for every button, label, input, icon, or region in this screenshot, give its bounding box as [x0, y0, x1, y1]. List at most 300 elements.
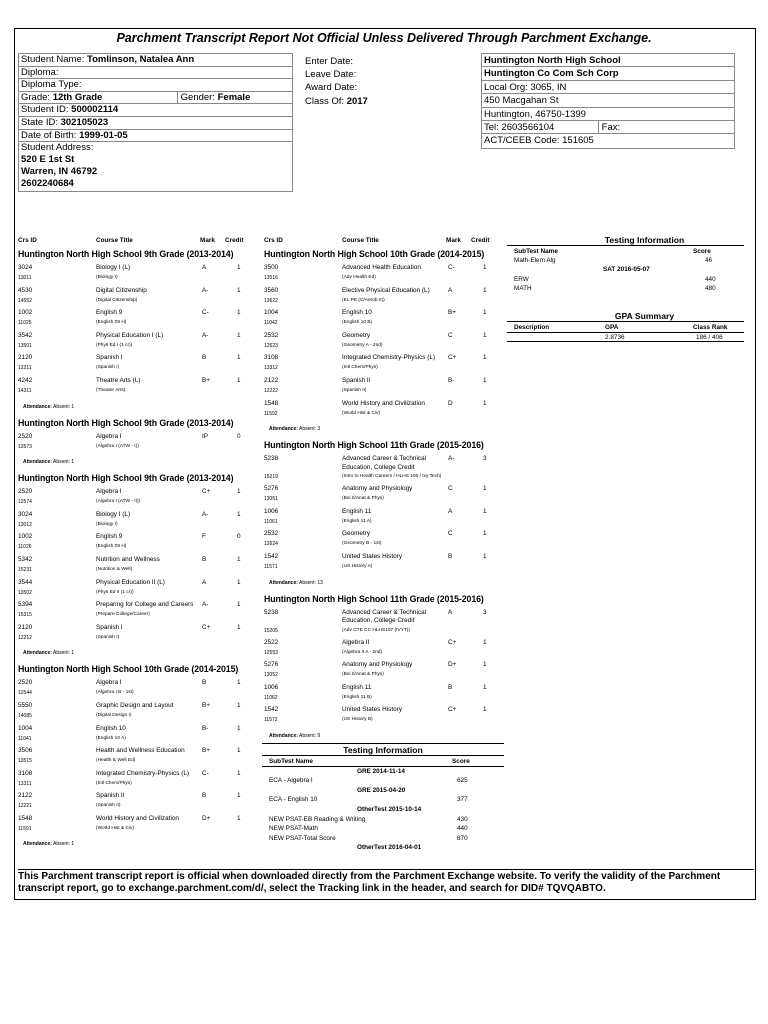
course-id: 2532	[264, 530, 279, 538]
course-row	[264, 684, 499, 707]
attendance-value: Absent: 1	[53, 403, 75, 410]
course-number: 13311	[18, 780, 32, 787]
student-id-row	[19, 104, 292, 117]
course-id: 1542	[264, 706, 279, 714]
attendance-value: Absent: 1	[53, 459, 75, 466]
course-id: 1006	[264, 507, 279, 515]
course-title: Algebra I	[96, 488, 122, 496]
course-credit: 1	[483, 507, 487, 515]
dob-row	[19, 130, 292, 143]
course-credit: 1	[483, 485, 487, 493]
course-number: 15231	[18, 566, 32, 573]
course-number: 14085	[18, 712, 32, 719]
course-credit: 3	[483, 455, 487, 463]
course-id: 3108	[18, 769, 33, 777]
subtest-header: SubTest Name	[514, 248, 558, 255]
course-row	[264, 455, 499, 485]
course-short-name: (Phys Ed II (1 cr))	[96, 589, 134, 595]
mark-header: Mark	[200, 237, 215, 244]
course-title: Spanish I	[96, 354, 123, 362]
course-title: Graphic Design and Layout	[96, 701, 174, 709]
course-id: 2520	[18, 488, 33, 496]
diploma-row: Diploma:	[19, 67, 292, 80]
course-credit: 1	[237, 724, 241, 732]
course-mark: B-	[448, 376, 455, 384]
course-short-name: (English 10 B)	[342, 320, 373, 326]
course-short-name: (Spanish I)	[96, 634, 120, 640]
course-mark: B-	[202, 724, 209, 732]
course-title: Geometry	[342, 331, 371, 339]
course-number: 11591	[18, 825, 32, 832]
course-id: 1002	[18, 533, 33, 541]
course-mark: C+	[448, 638, 457, 646]
subtest-name: Math-Elem Alg	[514, 256, 556, 264]
subtest-name: ECA - English 10	[269, 796, 318, 804]
course-title: Spanish II	[342, 376, 371, 384]
class-of-label: Class Of:	[305, 95, 345, 107]
course-credit: 1	[237, 601, 241, 609]
course-mark: B	[202, 555, 207, 563]
course-short-name: (World Hist & Civ)	[96, 825, 135, 831]
course-short-name: (Bio II/Anat & Phys)	[342, 672, 384, 678]
test-score-row	[262, 815, 504, 825]
course-number: 11025	[18, 320, 32, 327]
score-header: Score	[452, 758, 470, 765]
course-row	[18, 624, 253, 647]
attendance-line	[23, 650, 253, 656]
course-title: Algebra I	[96, 679, 122, 687]
course-mark: D+	[448, 661, 457, 669]
score-header: Score	[693, 248, 711, 255]
course-credit: 1	[237, 578, 241, 586]
gender-value: Female	[217, 91, 251, 103]
course-mark: A-	[202, 331, 209, 339]
course-short-name: (Geometry A - 2nd)	[342, 342, 383, 348]
school-info	[481, 53, 735, 149]
course-short-name: (English 09 H)	[96, 320, 127, 326]
course-short-name: (Digital Citizenship)	[96, 297, 138, 303]
school-name: Huntington North High School	[484, 55, 621, 66]
course-short-name: (EL PE (C/Aerob II))	[342, 297, 385, 303]
course-short-name: (Digital Design I)	[96, 712, 132, 718]
subtest-name: ECA - Algebra I	[269, 777, 313, 785]
course-number: 11041	[18, 735, 32, 742]
course-title: Spanish I	[96, 623, 123, 631]
course-short-name: (Nutrition & Well)	[96, 566, 133, 572]
attendance-value: Absent: 1	[53, 650, 75, 657]
course-mark: B	[448, 683, 453, 691]
course-number: 14552	[18, 297, 32, 304]
course-mark: A	[448, 608, 453, 616]
course-number: 13501	[18, 342, 32, 349]
test-date: GRE 2014-11-14	[357, 767, 405, 775]
course-title: Physical Education I (L)	[96, 331, 164, 339]
test-score-row	[262, 795, 504, 805]
course-credit: 1	[237, 701, 241, 709]
right-course-column	[264, 246, 499, 747]
course-id: 2122	[18, 792, 33, 800]
course-row	[18, 747, 253, 770]
testing-info-rows	[507, 256, 744, 294]
test-date-row	[262, 843, 504, 853]
gpa-header-label: GPA	[605, 323, 619, 331]
attendance-line	[23, 459, 253, 465]
course-row	[264, 706, 499, 729]
attendance-label: Attendance:	[269, 579, 298, 586]
course-title: Biology I (L)	[96, 264, 131, 271]
student-address	[19, 142, 292, 191]
course-number: 15315	[18, 612, 32, 619]
state-id: 302105023	[60, 116, 109, 128]
subtest-score: 440	[705, 275, 716, 283]
course-title-header: Course Title	[342, 237, 379, 244]
address-line-1: 520 E 1st St	[21, 154, 75, 166]
test-date-row	[262, 805, 504, 815]
course-mark: A	[448, 286, 453, 294]
course-credit: 1	[237, 488, 241, 496]
course-row	[264, 287, 499, 310]
course-number: 13502	[18, 589, 32, 596]
course-credit: 1	[483, 552, 487, 560]
subtest-header: SubTest Name	[269, 758, 313, 765]
attendance-line	[23, 841, 253, 847]
course-row	[264, 553, 499, 576]
course-credit: 1	[237, 555, 241, 563]
subtest-score: 480	[705, 285, 716, 293]
course-title: Spanish II	[96, 792, 125, 800]
leave-date: Leave Date:	[305, 69, 357, 81]
course-credit: 1	[237, 747, 241, 755]
course-number: 11062	[264, 694, 278, 701]
class-rank-header: Class Rank	[693, 323, 728, 331]
course-title: Anatomy and Physiology	[342, 485, 413, 493]
course-id: 3560	[264, 286, 279, 294]
course-row	[18, 770, 253, 793]
course-row	[18, 433, 253, 456]
student-info	[18, 53, 293, 192]
test-date-row	[507, 265, 744, 275]
course-id: 1004	[264, 309, 279, 317]
course-mark: A-	[202, 601, 209, 609]
course-mark: B	[202, 679, 207, 687]
course-number: 11571	[264, 563, 278, 570]
course-credit: 0	[237, 533, 241, 541]
course-number: 14311	[18, 387, 32, 394]
testing-info-header	[507, 246, 744, 256]
course-credit: 3	[483, 608, 487, 616]
course-short-name: (Spanish II)	[342, 387, 367, 393]
course-mark: C+	[202, 488, 211, 496]
course-title: English 10	[342, 309, 372, 317]
course-title-header: Course Title	[96, 237, 133, 244]
course-row	[18, 488, 253, 511]
course-id: 3542	[18, 331, 33, 339]
course-mark: A-	[202, 286, 209, 294]
course-mark: D	[448, 399, 453, 407]
mark-header: Mark	[446, 237, 461, 244]
course-credit: 1	[237, 814, 241, 822]
term-heading: Huntington North High School 9th Grade (2013-2014)	[18, 473, 234, 484]
course-title: World History and Civilization	[342, 399, 425, 407]
course-credit: 1	[483, 638, 487, 646]
enter-date: Enter Date:	[305, 56, 354, 67]
course-row	[264, 609, 499, 639]
course-title: Algebra II	[342, 638, 370, 646]
course-number: 12624	[264, 541, 278, 548]
course-credit: 1	[483, 683, 487, 691]
subtest-score: 430	[457, 815, 468, 823]
course-short-name: (Algebra I (ATW - I))	[96, 443, 139, 449]
student-name-label: Student Name:	[21, 54, 85, 65]
course-mark: C-	[202, 309, 209, 317]
course-row	[264, 332, 499, 355]
verification-notice: This Parchment transcript report is official when downloaded directly from the Parchment Exchange website. To verify the validity of the Parchment transcript report, go to exchange.parchment.com/d/, select the Tracking link in the header, and search for DID# TQVQABTO.	[18, 869, 754, 894]
course-mark: B	[202, 792, 207, 800]
school-fax: Fax:	[601, 121, 621, 133]
enrollment-dates	[305, 55, 368, 108]
course-credit: 1	[483, 264, 487, 271]
class-of	[305, 95, 368, 108]
course-title: Theatre Arts (L)	[96, 376, 141, 384]
course-credit: 1	[483, 530, 487, 538]
course-mark: B+	[202, 747, 210, 755]
course-short-name: (English 11 B)	[342, 694, 372, 700]
course-title: Advanced Career & Technical Education, College Credit	[342, 608, 427, 624]
course-id: 3506	[18, 747, 33, 755]
course-short-name: (Prepare College/Career)	[96, 612, 150, 618]
course-mark: C-	[202, 769, 209, 777]
course-title: Advanced Career & Technical Education, College Credit	[342, 455, 427, 471]
course-title: Algebra I	[96, 432, 122, 440]
course-mark: A	[448, 507, 453, 515]
school-contact	[482, 121, 734, 134]
term-heading: Huntington North High School 9th Grade (2013-2014)	[18, 417, 234, 428]
course-id: 3108	[264, 354, 279, 362]
student-id-label: Student ID:	[21, 104, 69, 116]
course-title: English 9	[96, 309, 123, 317]
attendance-label: Attendance:	[23, 403, 52, 410]
course-credit: 1	[237, 510, 241, 518]
course-row	[18, 511, 253, 534]
course-number: 12221	[18, 803, 32, 810]
course-short-name: (Intl Chem/Phys)	[96, 780, 132, 786]
course-row	[264, 508, 499, 531]
course-row	[18, 601, 253, 624]
course-credit: 1	[237, 792, 241, 800]
course-title: Anatomy and Physiology	[342, 661, 413, 669]
course-number: 13515	[18, 758, 32, 765]
left-course-column	[18, 246, 253, 855]
subtest-score: 440	[457, 825, 468, 833]
course-number: 12573	[18, 443, 32, 450]
course-number: 12553	[264, 649, 278, 656]
testing-info-panel-2	[262, 743, 504, 853]
course-id: 5394	[18, 601, 33, 609]
course-short-name: (Intro to Health Careers / HLHS 100 / Ivy Tech)	[342, 474, 442, 480]
course-mark: IP	[202, 432, 209, 440]
grade-label: Grade:	[21, 91, 51, 103]
course-number: 12574	[18, 499, 32, 506]
gpa-header	[507, 322, 744, 332]
attendance-line	[23, 404, 253, 410]
course-number: 11026	[18, 544, 32, 551]
test-score-row	[262, 776, 504, 786]
credit-header: Credit	[225, 237, 244, 244]
address-label: Student Address:	[21, 142, 94, 154]
test-score-row	[262, 824, 504, 834]
course-id: 3024	[18, 264, 33, 271]
school-city: Huntington, 46750-1399	[482, 108, 734, 121]
term-heading: Huntington North High School 9th Grade (2013-2014)	[18, 249, 234, 259]
course-id: 2122	[264, 376, 279, 384]
course-short-name: (Spanish II)	[96, 803, 121, 809]
course-number: 13011	[18, 275, 32, 281]
gender-label: Gender:	[180, 91, 215, 103]
subtest-score: 46	[705, 256, 713, 264]
course-mark: D+	[202, 814, 211, 822]
course-number: 15219	[264, 474, 278, 481]
course-credit: 1	[483, 354, 487, 362]
course-row	[264, 309, 499, 332]
diploma-type-row: Diploma Type:	[19, 79, 292, 92]
course-mark: B	[448, 552, 453, 560]
grade-value: 12th Grade	[52, 91, 103, 103]
course-id: 1002	[18, 309, 33, 317]
course-number: 11061	[264, 518, 278, 525]
course-title: Advanced Health Education	[342, 264, 421, 271]
course-number: 13051	[264, 496, 278, 503]
course-id: 4530	[18, 286, 33, 294]
course-mark: A	[202, 264, 207, 271]
test-date: OtherTest 2015-10-14	[357, 805, 422, 813]
course-short-name: (Adv CTE CC HLHS107 (IVYT))	[342, 627, 410, 633]
course-title: United States History	[342, 706, 403, 714]
course-mark: B+	[202, 701, 210, 709]
course-credit: 1	[483, 399, 487, 407]
course-id: 2120	[18, 623, 33, 631]
local-org: Local Org: 3065, IN	[482, 81, 734, 94]
course-number: 13052	[264, 672, 278, 679]
course-id: 3500	[264, 264, 279, 271]
course-id: 5238	[264, 608, 279, 616]
course-row	[18, 264, 253, 287]
course-row	[18, 533, 253, 556]
course-credit: 1	[237, 309, 241, 317]
attendance-value: Absent: 3	[299, 426, 321, 433]
student-name-row	[19, 54, 292, 67]
course-short-name: (Biology I)	[96, 275, 118, 280]
testing-info-title: Testing Information	[343, 745, 423, 755]
course-row	[18, 556, 253, 579]
subtest-score: 377	[457, 796, 468, 804]
course-row	[18, 332, 253, 355]
subtest-score: 870	[457, 834, 468, 842]
course-mark: A	[202, 578, 207, 586]
term-heading: Huntington North High School 11th Grade (2015-2016)	[264, 440, 484, 451]
course-number: 11592	[264, 410, 278, 417]
course-id: 5550	[18, 701, 33, 709]
course-id: 2522	[264, 638, 279, 646]
course-short-name: (English 11 A)	[342, 518, 372, 524]
course-row	[264, 661, 499, 684]
course-mark: C-	[448, 264, 455, 271]
school-corp: Huntington Co Com Sch Corp	[484, 68, 619, 80]
course-id: 4242	[18, 376, 33, 384]
test-date-row	[262, 767, 504, 777]
course-id: 1004	[18, 724, 33, 732]
term-heading: Huntington North High School 10th Grade (2014-2015)	[18, 664, 239, 675]
course-number: 12211	[18, 365, 32, 372]
course-id: 2532	[264, 331, 279, 339]
course-credit: 1	[483, 309, 487, 317]
testing-info-rows	[262, 767, 504, 853]
course-credit: 1	[483, 706, 487, 714]
course-row	[264, 264, 499, 287]
course-title: United States History	[342, 552, 403, 560]
course-short-name: (Theater Arts)	[96, 387, 126, 393]
course-title: English 10	[96, 724, 126, 732]
course-credit: 1	[237, 354, 241, 362]
crs-id-header: Crs ID	[264, 237, 283, 244]
course-row	[18, 702, 253, 725]
course-id: 5342	[18, 555, 33, 563]
course-short-name: (Health & Well Ed)	[96, 758, 136, 764]
course-mark: C+	[202, 623, 211, 631]
state-id-label: State ID:	[21, 116, 58, 128]
course-credit: 1	[237, 769, 241, 777]
course-short-name: (Spanish I)	[96, 365, 120, 371]
course-number: 12212	[18, 634, 32, 641]
attendance-value: Absent: 13	[299, 579, 323, 586]
class-of-value: 2017	[346, 95, 368, 107]
course-short-name: (Adv Health Ed)	[342, 275, 376, 280]
course-row	[264, 639, 499, 662]
course-number: 12222	[264, 387, 278, 394]
dob-label: Date of Birth:	[21, 129, 77, 141]
course-short-name: (Intl Chem/Phys)	[342, 365, 378, 371]
course-short-name: (US History B)	[342, 717, 373, 723]
course-number: 12544	[18, 690, 32, 697]
course-short-name: (Biology I)	[96, 521, 118, 527]
course-credit: 1	[237, 376, 241, 384]
course-mark: C+	[448, 706, 457, 714]
course-id: 5276	[264, 485, 279, 493]
course-number: 15205	[264, 627, 278, 634]
course-row	[18, 815, 253, 838]
subtest-name: NEW PSAT-Math	[269, 825, 318, 833]
gpa-row	[507, 332, 744, 342]
crs-id-header: Crs ID	[18, 237, 37, 244]
attendance-label: Attendance:	[23, 459, 52, 466]
course-title: Biology I (L)	[96, 510, 131, 518]
state-id-row	[19, 117, 292, 130]
course-title: English 11	[342, 683, 372, 691]
course-short-name: (Algebra II A - 2nd)	[342, 649, 382, 655]
course-credit: 1	[237, 286, 241, 294]
test-score-row	[507, 275, 744, 285]
gpa-summary-title: GPA Summary	[614, 310, 675, 321]
course-mark: C	[448, 485, 453, 493]
gpa-desc-header: Description	[514, 323, 550, 331]
address-line-2: Warren, IN 46792	[21, 166, 98, 178]
student-phone: 2602240684	[21, 178, 74, 190]
course-row	[18, 579, 253, 602]
grade-gender-row	[19, 92, 292, 105]
credit-header: Credit	[471, 237, 490, 244]
course-number: 13622	[264, 297, 278, 304]
course-row	[18, 725, 253, 748]
course-title: Geometry	[342, 530, 371, 538]
